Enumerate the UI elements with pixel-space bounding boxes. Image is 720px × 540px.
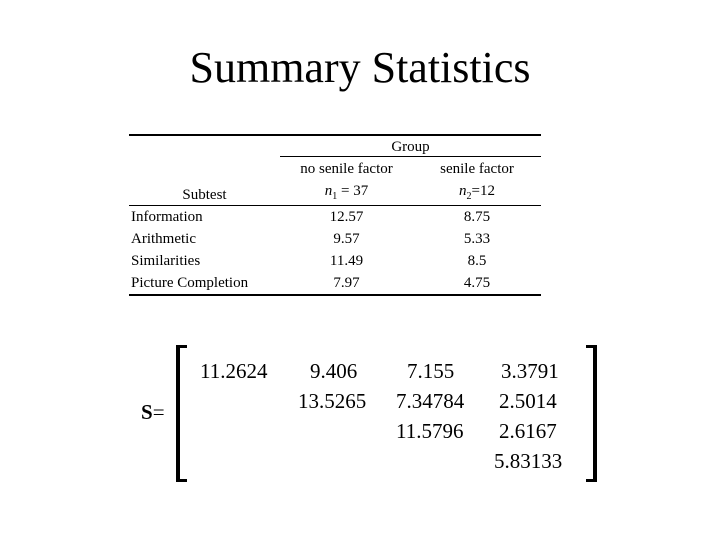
matrix-cell: 11.5796 xyxy=(396,419,464,443)
n-value: = 37 xyxy=(337,183,369,199)
group-header: Group xyxy=(391,139,430,155)
n-symbol: n xyxy=(459,183,467,199)
row-value: 8.75 xyxy=(463,209,491,225)
right-bracket-top xyxy=(586,345,597,348)
group-rule xyxy=(280,156,541,157)
matrix-cell: 7.155 xyxy=(407,359,455,383)
matrix-cell: 7.34784 xyxy=(396,389,465,413)
matrix-cell: 3.3791 xyxy=(501,359,559,383)
right-bracket xyxy=(593,345,597,482)
column-n-senile xyxy=(413,182,541,206)
matrix-cell: 11.2624 xyxy=(200,359,268,383)
row-value: 8.5 xyxy=(467,253,487,269)
n-value: =12 xyxy=(471,183,495,199)
matrix-cell: 2.5014 xyxy=(499,389,557,413)
matrix-cell: 13.5265 xyxy=(298,389,367,413)
n-subscript: 2 xyxy=(466,191,472,202)
matrix-cell: 2.6167 xyxy=(499,419,557,443)
matrix-label xyxy=(141,400,165,424)
table-bottom-rule xyxy=(129,294,541,296)
left-bracket xyxy=(176,345,180,482)
right-bracket-bottom xyxy=(586,479,597,482)
matrix-cell: 5.83133 xyxy=(494,449,563,473)
column-n-no-senile xyxy=(280,182,413,206)
page-title: Summary Statistics xyxy=(189,43,531,92)
matrix-equals: = xyxy=(152,400,165,424)
n-symbol: n xyxy=(324,183,333,199)
row-value: 9.57 xyxy=(333,231,360,247)
row-value: 11.49 xyxy=(329,253,364,269)
row-value: 5.33 xyxy=(463,231,491,247)
left-bracket-top xyxy=(176,345,187,348)
row-label: Similarities xyxy=(131,253,201,269)
column-header-no-senile: no senile factor xyxy=(300,161,393,177)
header-rule xyxy=(129,205,541,206)
matrix-symbol: S xyxy=(141,400,153,424)
row-label: Information xyxy=(131,209,203,225)
row-value: 12.57 xyxy=(329,209,364,225)
row-value: 7.97 xyxy=(333,275,360,291)
matrix-cell: 9.406 xyxy=(310,359,358,383)
row-value: 4.75 xyxy=(463,275,491,291)
column-header-senile: senile factor xyxy=(440,161,514,177)
row-label: Picture Completion xyxy=(131,275,249,291)
n-subscript: 1 xyxy=(332,191,338,202)
subtest-header: Subtest xyxy=(182,187,227,203)
left-bracket-bottom xyxy=(176,479,187,482)
row-label: Arithmetic xyxy=(131,231,196,247)
table-top-rule xyxy=(129,134,541,136)
